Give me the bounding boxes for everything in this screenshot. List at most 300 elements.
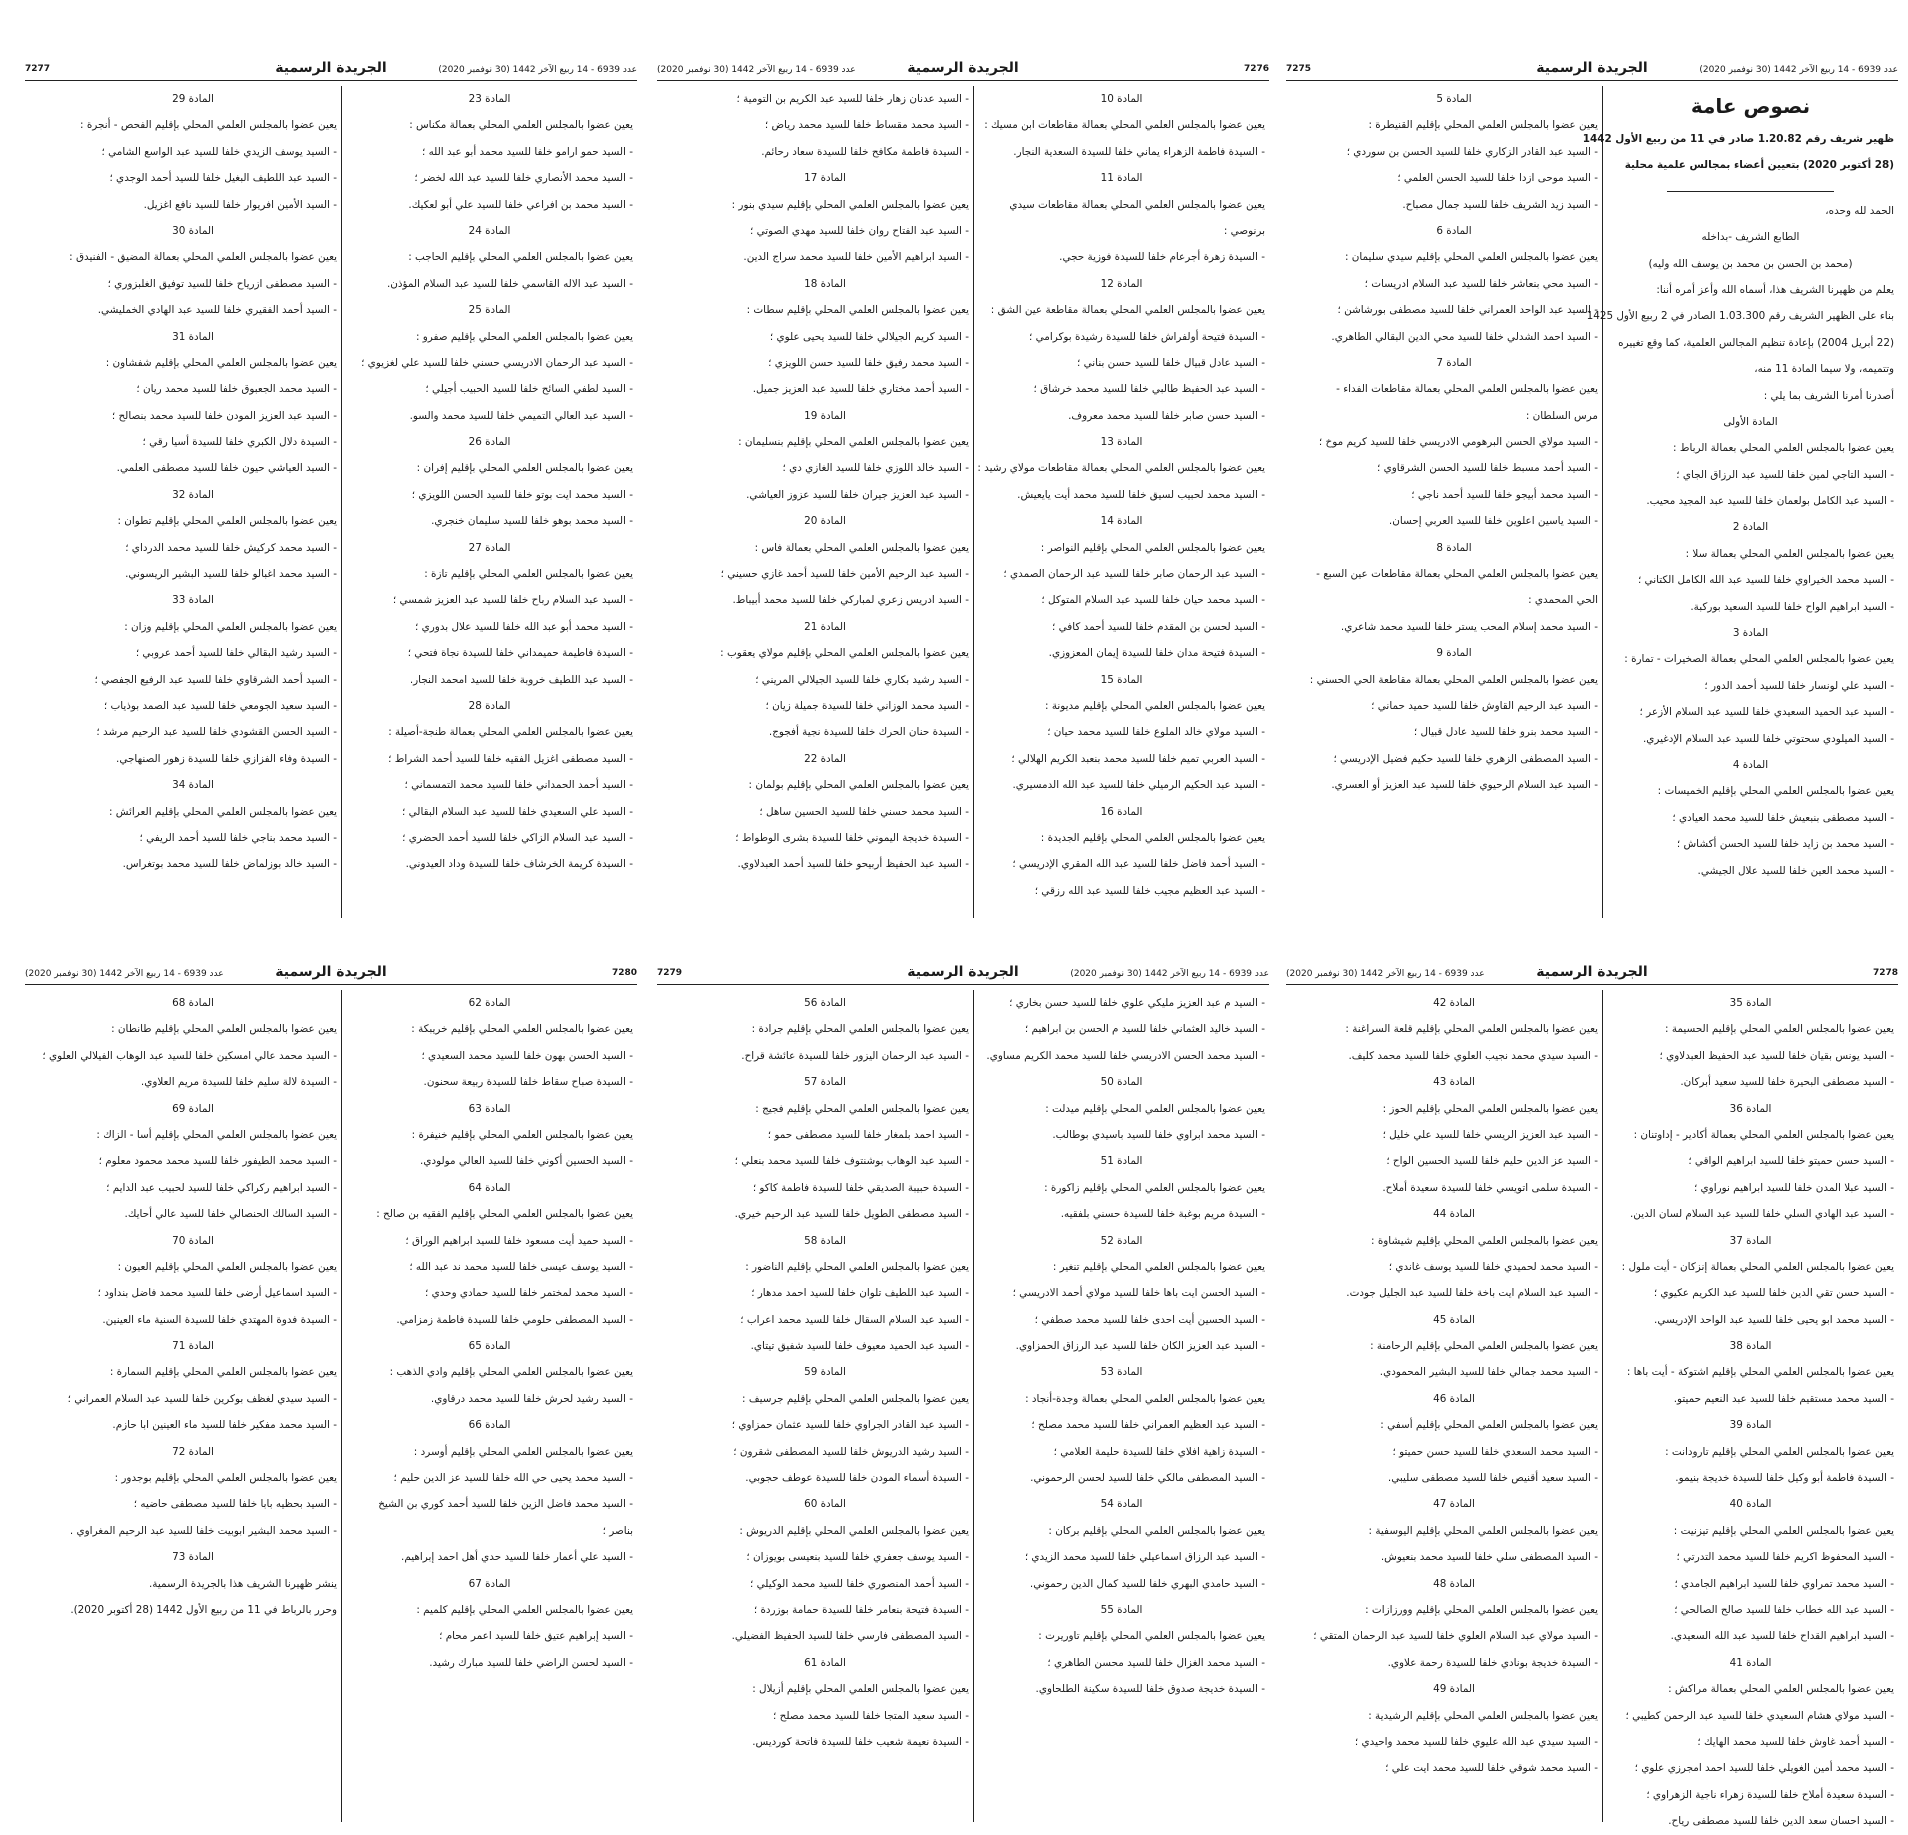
text-line: - السيد أحمد فاضل خلفا للسيد عبد الله المقري الإدريسي ؛	[1012, 858, 1265, 871]
page-columns	[25, 86, 637, 918]
text-line: - السيدة زاهية افلاي خلفا للسيدة حليمة العلامي ؛	[1053, 1445, 1265, 1458]
article-heading: المادة 16	[1100, 805, 1143, 818]
text-line: - السيد يوسف الزيدي خلفا للسيد عبد الواسع الشامي ؛	[101, 145, 337, 158]
article-heading: المادة 26	[468, 436, 511, 449]
text-line: - السيد محمد الخيراوي خلفا للسيد عبد الله الكامل الكتاني ؛	[1637, 574, 1894, 587]
article-heading: المادة 71	[172, 1340, 214, 1353]
text-line: - السيدة مريم بوغبة خلفا للسيدة حسني بلفقيه.	[1060, 1208, 1265, 1221]
article-heading: المادة 7	[1436, 356, 1472, 369]
article-heading: المادة 17	[804, 172, 846, 185]
text-line: يعين عضوا بالمجلس العلمي المحلي بإقليم أسفي :	[1380, 1419, 1598, 1432]
article-heading: المادة 58	[804, 1234, 846, 1247]
text-line: يعين عضوا بالمجلس العلمي المحلي بإقليم الحوز :	[1382, 1102, 1598, 1115]
text-line: يعين عضوا بالمجلس العلمي المحلي بعمالة الرباط :	[1673, 442, 1894, 455]
text-line: - السيدة فدوة المهتدي خلفا للسيدة السنية ماء العينين.	[102, 1313, 337, 1326]
page-header	[657, 58, 1269, 81]
page-number: 7276	[1243, 64, 1269, 74]
article-heading: المادة 29	[172, 93, 214, 105]
article-heading: المادة 41	[1729, 1656, 1772, 1669]
text-line: يعين عضوا بالمجلس العلمي المحلي بإقليم شفشاون :	[105, 356, 337, 369]
text-line: يعين عضوا بالمجلس العلمي المحلي بعمالة مراكش :	[1668, 1683, 1894, 1696]
text-line: يعين عضوا بالمجلس العلمي المحلي بعمالة أكادير - إداوتنان :	[1633, 1128, 1894, 1141]
text-line: - السيد علي السعيدي خلفا للسيد عبد السلام البقالي ؛	[402, 805, 633, 818]
text-line: - السيد أحمد المنصوري خلفا للسيد محمد الوكيلي ؛	[750, 1577, 969, 1590]
text-line: يعين عضوا بالمجلس العلمي المحلي بعمالة سلا :	[1685, 547, 1894, 560]
text-line: يعين عضوا بالمجلس العلمي المحلي بعمالة مقاطعة عين الشق :	[990, 304, 1265, 317]
page-number: 7279	[657, 968, 683, 978]
text-line: - السيد السالك الحنصالي خلفا للسيد عالي أحايك.	[124, 1208, 337, 1221]
text-line: - السيد احسان سعد الدين خلفا للسيد مصطفى رياح.	[1668, 1815, 1894, 1828]
text-line: - السيد عبد الرحيم القاوش خلفا للسيد حميد حماني ؛	[1371, 699, 1598, 712]
text-line: - السيد موحى ازدا خلفا للسيد الحسن العلمي ؛	[1397, 172, 1598, 185]
text-line: يعين عضوا بالمجلس العلمي المحلي بإقليم بولمان :	[748, 779, 969, 792]
divider	[1667, 179, 1834, 192]
article-heading: المادة 56	[804, 997, 846, 1009]
article-heading: المادة 70	[172, 1234, 214, 1247]
text-line: - السيد عبد الكامل بولعمان خلفا للسيد عبد المجيد محيب.	[1646, 495, 1894, 508]
text-line: يعين عضوا بالمجلس العلمي المحلي بإقليم بوجدور :	[114, 1472, 337, 1485]
column-left	[1306, 990, 1602, 1822]
text-line: - السيد محمد حيان خلفا للسيد عبد السلام المتوكل ؛	[1041, 594, 1265, 607]
text-line: - السيدة دلال الكبري خلفا للسيدة أسيا رقي ؛	[142, 436, 337, 449]
text-line: يعين عضوا بالمجلس العلمي المحلي بإقليم وادي الذهب :	[389, 1366, 633, 1379]
text-line: مرس السلطان :	[1525, 409, 1598, 422]
text-line: - السيد مصطفى البحيرة خلفا للسيد سعيد أبركان.	[1680, 1076, 1894, 1089]
text-line: - السيد محمد بن افراعي خلفا للسيد علي أبو لعكيك.	[408, 198, 633, 211]
text-line: يعين عضوا بالمجلس العلمي المحلي بإقليم السمارة :	[109, 1366, 337, 1379]
gazette-page-7278	[1286, 962, 1898, 1828]
text-line: - السيد التاجي لمين خلفا للسيد عبد الرزاق الجاي ؛	[1676, 468, 1894, 481]
text-line: يعين عضوا بالمجلس العلمي المحلي بإقليم الرحامنة :	[1370, 1340, 1598, 1353]
article-heading: المادة 11	[1100, 172, 1143, 185]
text-line: - السيد الحسين أيت احدى خلفا للسيد محمد صطفي ؛	[1034, 1313, 1265, 1326]
article-heading: المادة 2	[1732, 521, 1769, 534]
text-line: - السيد محمد الوزاني خلفا للسيدة جميلة زيان ؛	[765, 699, 969, 712]
text-line: - السيد محمد حسني خلفا للسيد الحسين ساهل ؛	[759, 805, 969, 818]
text-line: - السيد عبد اللطيف تلوان خلفا للسيد احمد مدهار ؛	[751, 1287, 969, 1300]
gazette-page-7280	[25, 962, 637, 1822]
article-heading: المادة 30	[172, 224, 214, 237]
page-number: 7275	[1286, 64, 1312, 74]
text-line: - السيدة خديجة بونادي خلفا للسيدة رحمة علاوي.	[1387, 1656, 1598, 1669]
text-line: - السيدة وفاء الفزازي خلفا للسيدة زهور الصنهاجي.	[116, 752, 337, 765]
text-line: - السيد عبد الاله القاسمي خلفا للسيد عبد السلام المؤذن.	[386, 277, 633, 290]
column-right	[1582, 86, 1898, 918]
text-line: يعين عضوا بالمجلس العلمي المحلي بإقليم أسا - الزاك :	[96, 1128, 337, 1141]
text-line: - السيد مولاي عبد السلام العلوي خلفا للسيد عبد الرحمان المتقي ؛	[1313, 1630, 1598, 1643]
text-line: يعين عضوا بالمجلس العلمي المحلي بإقليم الناضور :	[745, 1260, 969, 1273]
text-line: - السيد سعيد أقنيص خلفا للسيد مصطفى سليبي.	[1387, 1472, 1598, 1485]
article-heading: المادة 54	[1100, 1498, 1143, 1511]
text-line: - السيد حامدي البهري خلفا للسيد كمال الدين رحموني.	[1029, 1577, 1265, 1590]
page-number: 7277	[25, 64, 51, 74]
text-line: - السيد أحمد مختاري خلفا للسيد عبد العزيز جميل.	[752, 383, 969, 396]
text-line: - السيد رشيد البقالي خلفا للسيد أحمد عروبي ؛	[135, 647, 337, 660]
article-heading: المادة 19	[804, 409, 846, 422]
text-line: - السيد محمد مقساط خلفا للسيد محمد رياض ؛	[764, 119, 969, 132]
text-line: - السيد عبد العظيم مجيب خلفا للسيد عبد الله رزقي ؛	[1034, 884, 1265, 897]
text-line: - السيد مصطفى اغزيل الفقيه خلفا للسيد أحمد الشراط ؛	[388, 752, 633, 765]
article-heading: المادة 28	[468, 699, 511, 712]
article-heading: المادة 72	[172, 1445, 214, 1458]
text-line: - السيد محمد لمختمر خلفا للسيد حمادي وحدي ؛	[424, 1287, 633, 1300]
text-line: - السيد عبد الرزاق اسماعيلي خلفا للسيد محمد الزيدي ؛	[1024, 1551, 1265, 1564]
text-line: يعين عضوا بالمجلس العلمي المحلي بإقليم شيشاوة :	[1371, 1234, 1598, 1247]
text-line: - السيد يوسف جعفري خلفا للسيد بنعيسى بويوزان ؛	[746, 1551, 969, 1564]
text-line: - السيد المصطفى الزهري خلفا للسيد حكيم فضيل الإدريسي ؛	[1333, 752, 1598, 765]
text-line: - السيد سيدي عبد الله عليوي خلفا للسيد محمد واحيدي ؛	[1354, 1735, 1598, 1748]
text-line: برنوصي :	[1223, 224, 1265, 237]
journal-title: الجريدة الرسمية	[1536, 60, 1648, 76]
text-line: يعين عضوا بالمجلس العلمي المحلي بإقليم تيزنيت :	[1673, 1524, 1894, 1537]
text-line: - السيد حسن صابر خلفا للسيد محمد معروف.	[1068, 409, 1265, 422]
text-line: - السيدة حبيبة الصديقي خلفا للسيدة فاطمة كاكو ؛	[752, 1181, 969, 1194]
article-heading: المادة 37	[1729, 1234, 1772, 1247]
text-line: - السيد عبلا المدن خلفا للسيد ابراهيم نوراوي ؛	[1693, 1181, 1894, 1194]
text-line: - السيد محمد الحسن الادريسي خلفا للسيد محمد الكريم مساوي.	[986, 1049, 1265, 1062]
text-line: يعين عضوا بالمجلس العلمي المحلي بإقليم بنسليمان :	[738, 436, 969, 449]
text-line: - السيد محمد رفيق خلفا للسيد حسن اللويزي ؛	[768, 356, 969, 369]
article-heading: المادة 66	[468, 1419, 511, 1432]
page-columns	[1286, 86, 1898, 918]
text-line: يعين عضوا بالمجلس العلمي المحلي بإقليم العيون :	[117, 1260, 337, 1273]
text-line: - السيد مولاي هشام السعيدي خلفا للسيد عبد الرحمن كطيبي ؛	[1625, 1709, 1894, 1722]
text-line: - السيد عبد الله خطاب خلفا للسيد صالح الصالحي ؛	[1674, 1603, 1894, 1616]
column-left	[1306, 86, 1602, 918]
article-heading: المادة 63	[468, 1102, 511, 1115]
text-line: - السيد محمد ابراوي خلفا للسيد باسيدي بوطالب.	[1052, 1128, 1265, 1141]
text-line: - السيد يوسف عيسى خلفا للسيد محمد ند عبد الله ؛	[409, 1260, 633, 1273]
text-line: - السيد عبد العزيز الكان خلفا للسيد عبد الرزاق الحمزاوي.	[1015, 1340, 1265, 1353]
text-line: - السيد محمد بنرو خلفا للسيد عادل قبيال ؛	[1413, 726, 1598, 739]
page-columns	[25, 990, 637, 1822]
text-line: - السيد أحمد الفقيري خلفا للسيد عبد الهادي الخمليشي.	[97, 304, 337, 317]
page-number: 7280	[611, 968, 637, 978]
text-line: يعلم من ظهيرنا الشريف هذا، أسماه الله وأعز أمره أننا:	[1656, 283, 1894, 296]
text-line: أصدرنا أمرنا الشريف بما يلي :	[1763, 389, 1894, 402]
text-line: - السيد عبد العزيز جيران خلفا للسيد عزوز العياشي.	[746, 488, 969, 501]
text-line: - السيد محمد الأنصاري خلفا للسيد عبد الله لخضر ؛	[414, 172, 633, 185]
text-line: - السيد أحمد الحمداني خلفا للسيد محمد التمسماني ؛	[404, 779, 633, 792]
text-line: يعين عضوا بالمجلس العلمي المحلي بعمالة مقاطعة الحي الحسني :	[1309, 673, 1598, 686]
article-heading: المادة الأولى	[1723, 415, 1778, 428]
text-line: - السيد مولاي خالد الملوع خلفا للسيد محمد حيان ؛	[1047, 726, 1265, 739]
column-left	[42, 990, 341, 1822]
text-line: - السيد عبد اللطيف البغيل خلفا للسيد أحمد الوجدي ؛	[109, 172, 337, 185]
text-line: - السيد العياشي حيون خلفا للسيد مصطفى العلمي.	[116, 462, 337, 475]
article-heading: المادة 5	[1436, 93, 1472, 105]
article-heading: المادة 67	[468, 1577, 511, 1590]
page-header	[657, 962, 1269, 985]
article-heading: المادة 23	[468, 93, 511, 105]
text-line: بناء على الظهير الشريف رقم 1.03.300 الصادر في 2 ربيع الأول 1425	[1586, 310, 1894, 323]
article-heading: المادة 47	[1433, 1498, 1475, 1511]
text-line: - السيد محمد إسلام المحب يستر خلفا للسيد محمد شاعري.	[1340, 620, 1598, 633]
page-header	[1286, 962, 1898, 985]
text-line: - السيد عدنان زهار خلفا للسيد عبد الكريم بن التومية ؛	[736, 93, 969, 105]
text-line: - السيد عبد الرحمان اليزور خلفا للسيدة عائشة قراح.	[741, 1049, 969, 1062]
text-line: يعين عضوا بالمجلس العلمي المحلي بإقليم النواصر :	[1040, 541, 1265, 554]
issue-line: عدد 6939 - 14 ربيع الآخر 1442 (30 نوفمبر 2020)	[1699, 65, 1898, 75]
text-line: - السيد حسن حميتو خلفا للسيد ابراهيم الواقي ؛	[1688, 1155, 1894, 1168]
issue-line: عدد 6939 - 14 ربيع الآخر 1442 (30 نوفمبر 2020)	[1070, 969, 1269, 979]
text-line: - السيد حميد أيت مسعود خلفا للسيد ابراهيم الوراق ؛	[405, 1234, 633, 1247]
article-heading: المادة 73	[172, 1551, 214, 1564]
text-line: - السيد احمد بلمغار خلفا للسيد مصطفى حمو ؛	[767, 1128, 969, 1141]
text-line: - السيدة فاطمة أبو وكيل خلفا للسيدة خديجة بنيمو.	[1675, 1472, 1894, 1485]
article-heading: المادة 33	[172, 594, 214, 607]
decree-title-line: (28 أكتوبر 2020) بتعيين أعضاء بمجالس علمية محلية	[1624, 159, 1894, 172]
text-line: يعين عضوا بالمجلس العلمي المحلي بعمالة مقاطعات ابن مسيك :	[984, 119, 1265, 132]
text-line: - السيد عبد القادر الجراوي خلفا للسيد عثمان حمزاوي ؛	[731, 1419, 969, 1432]
text-line: - السيد محمد العين خلفا للسيد علال الجيشي.	[1697, 864, 1894, 877]
text-line: - السيدة سلمى اتويسي خلفا للسيدة سعيدة أملاح.	[1382, 1181, 1598, 1194]
issue-line: عدد 6939 - 14 ربيع الآخر 1442 (30 نوفمبر 2020)	[438, 65, 637, 75]
text-line: يعين عضوا بالمجلس العلمي المحلي بإقليم أزيلال :	[752, 1683, 969, 1696]
text-line: يعين عضوا بالمجلس العلمي المحلي بعمالة الصخيرات - تمارة :	[1624, 653, 1894, 666]
text-line: يعين عضوا بالمجلس العلمي المحلي بعمالة مقاطعات مولاي رشيد :	[977, 462, 1265, 475]
text-line: - السيد عبد الحميد السعيدي خلفا للسيد عبد السلام الأزعر ؛	[1639, 706, 1894, 719]
text-line: - السيدة أسماء المودن خلفا للسيدة عوطف حجوبي.	[745, 1472, 969, 1485]
text-line: - السيد لطفي السائح خلفا للسيد الحبيب أجيلي ؛	[425, 383, 633, 396]
article-heading: المادة 3	[1732, 627, 1769, 640]
article-heading: المادة 8	[1436, 541, 1472, 554]
text-line: يعين عضوا بالمجلس العلمي المحلي بإقليم سيدي بنور :	[731, 198, 969, 211]
text-line: - السيد عبد الهادي السلي خلفا للسيد عبد السلام لسان الدين.	[1629, 1208, 1894, 1221]
article-heading: المادة 24	[468, 224, 511, 237]
text-line: - السيدة صباح سقاط خلفا للسيدة ربيعة سحنون.	[423, 1076, 633, 1089]
article-heading: المادة 9	[1436, 647, 1472, 660]
text-line: - السيدة فتيحة مدان خلفا للسيدة إيمان المعزوزي.	[1048, 647, 1265, 660]
article-heading: المادة 59	[804, 1366, 846, 1379]
text-line: - السيد حمو ارامو خلفا للسيد محمد أبو عبد الله ؛	[422, 145, 633, 158]
article-heading: المادة 18	[804, 277, 846, 290]
text-line: الحمد لله وحده،	[1825, 204, 1894, 217]
text-line: يعين عضوا بالمجلس العلمي المحلي بإقليم أوسرد :	[413, 1445, 633, 1458]
article-heading: المادة 10	[1100, 93, 1143, 105]
page-header	[1286, 58, 1898, 81]
text-line: - السيد سعيد الجومعي خلفا للسيد عبد الصمد بوذياب ؛	[103, 699, 337, 712]
text-line: يعين عضوا بالمجلس العلمي المحلي بإقليم تارودانت :	[1665, 1445, 1894, 1458]
text-line: يعين عضوا بالمجلس العلمي المحلي بإقليم بركان :	[1048, 1524, 1265, 1537]
text-line: - السيد محي بنعاشر خلفا للسيد عبد السلام ادريسات ؛	[1364, 277, 1598, 290]
text-line: - السيد عبد اللطيف خروبة خلفا للسيد امحمد النجار.	[409, 673, 633, 686]
text-line: - السيدة كريمة الخرشاف خلفا للسيدة وداد العيدوني.	[405, 858, 633, 871]
text-line: - السيد مصطفى ازرياح خلفا للسيد توفيق الغلبزوري ؛	[107, 277, 337, 290]
text-line: يعين عضوا بالمجلس العلمي المحلي بإقليم العرائش :	[108, 805, 337, 818]
text-line: - السيد سعيد المتجا خلفا للسيد محمد مصلح ؛	[773, 1709, 969, 1722]
article-heading: المادة 53	[1100, 1366, 1143, 1379]
text-line: - السيد ابراهيم ركراكي خلفا للسيد لحبيب عبد الدايم ؛	[106, 1181, 337, 1194]
text-line: يعين عضوا بالمجلس العلمي المحلي بإقليم إفران :	[416, 462, 633, 475]
text-line: يعين عضوا بالمجلس العلمي المحلي بعمالة مكناس :	[409, 119, 633, 132]
text-line: - السيد عبد الحكيم الرميلي خلفا للسيد عبد الله الدمسيري.	[1012, 779, 1265, 792]
text-line: - السيد عبد العزيز الريسي خلفا للسيد علي خليل ؛	[1382, 1128, 1598, 1141]
text-line: - السيد لحسن الراضي خلفا للسيد مبارك رشيد.	[429, 1656, 633, 1669]
text-line: - السيد عبد السلام ايت باخة خلفا للسيد عبد الجليل جودت.	[1346, 1287, 1598, 1300]
text-line: يعين عضوا بالمجلس العلمي المحلي بإقليم كلميم :	[416, 1603, 633, 1616]
article-heading: المادة 43	[1433, 1076, 1475, 1089]
text-line: - السيد محمد بن زايد خلفا للسيد الحسن أكشاش ؛	[1676, 838, 1894, 851]
article-heading: المادة 25	[468, 304, 511, 317]
column-right	[341, 990, 637, 1822]
text-line: - السيد رشيد الدريوش خلفا للسيد المصطفى شقرون ؛	[733, 1445, 969, 1458]
text-line: يعين عضوا بالمجلس العلمي المحلي بإقليم مولاي يعقوب :	[720, 647, 969, 660]
text-line: - السيد محمد السعدي خلفا للسيد حسن حميتو ؛	[1392, 1445, 1598, 1458]
text-line: - السيد محمد جمالي خلفا للسيد البشير المحمودي.	[1379, 1366, 1598, 1379]
text-line: - السيد عبد الرحمان الادريسي حسني خلفا للسيد علي لغزيوي ؛	[361, 356, 633, 369]
article-heading: المادة 68	[172, 997, 214, 1009]
text-line: - السيدة فاطمة مكافح خلفا للسيدة سعاد رحائم.	[761, 145, 969, 158]
text-line: ينشر ظهيرنا الشريف هذا بالجريدة الرسمية.	[148, 1577, 337, 1590]
article-heading: المادة 51	[1100, 1155, 1143, 1168]
text-line: - السيدة سعيدة أملاح خلفا للسيدة زهراء ناجية الزهراوي ؛	[1646, 1788, 1894, 1801]
issue-line: عدد 6939 - 14 ربيع الآخر 1442 (30 نوفمبر 2020)	[657, 65, 856, 75]
text-line: - السيد محمد تمراوي خلفا للسيد ابراهيم الجامدي ؛	[1674, 1577, 1894, 1590]
text-line: - السيد خالد اللوزي خلفا للسيد الغازي دي ؛	[782, 462, 969, 475]
text-line: - السيد ابراهيم الواح خلفا للسيد السعيد بوركبة.	[1690, 600, 1894, 613]
text-line: - السيد ادريس زعري لمباركي خلفا للسيد محمد أبيباط.	[732, 594, 969, 607]
article-heading: المادة 61	[804, 1656, 846, 1669]
text-line: يعين عضوا بالمجلس العلمي المحلي بعمالة إنزكان - أيت ملول :	[1621, 1260, 1894, 1273]
text-line: - السيدة لالة سليم خلفا للسيدة مريم العلاوي.	[140, 1076, 337, 1089]
text-line: يعين عضوا بالمجلس العلمي المحلي بإقليم اشتوكة - أيت باها :	[1626, 1366, 1894, 1379]
journal-title: الجريدة الرسمية	[907, 60, 1019, 76]
text-line: يعين عضوا بالمجلس العلمي المحلي بإقليم اليوسفية :	[1368, 1524, 1598, 1537]
article-heading: المادة 27	[468, 541, 511, 554]
text-line: - السيد مصطفى الطويل خلفا للسيد عبد الرحيم خيري.	[734, 1208, 969, 1221]
text-line: يعين عضوا بالمجلس العلمي المحلي بإقليم القنيطرة :	[1368, 119, 1598, 132]
text-line: - السيد محمد أبو عبد الله خلفا للسيد علال بدوري ؛	[415, 620, 633, 633]
text-line: - السيدة فاطيمة حميمداني خلفا للسيدة نجاة فتحي ؛	[407, 647, 633, 660]
text-line: - السيد أحمد الشرقاوي خلفا للسيد عبد الرفيع الجفصي ؛	[94, 673, 337, 686]
text-line: - السيد الأمين افريوار خلفا للسيد نافع اغزيل.	[143, 198, 337, 211]
page-header	[25, 58, 637, 81]
article-heading: المادة 15	[1100, 673, 1143, 686]
text-line: يعين عضوا بالمجلس العلمي المحلي بإقليم الدريوش :	[739, 1524, 969, 1537]
text-line: - السيد محمد لحميدي خلفا للسيد يوسف غاندي ؛	[1388, 1260, 1598, 1273]
column-right	[1602, 990, 1898, 1828]
text-line: يعين عضوا بالمجلس العلمي المحلي بإقليم الرشيدية :	[1368, 1709, 1598, 1722]
text-line: - السيد علي أعمار خلفا للسيد حدي أهل احمد إبراهيم.	[401, 1551, 633, 1564]
text-line: - السيد سيدي محمد نجيب العلوي خلفا للسيد محمد كليف.	[1348, 1049, 1598, 1062]
article-heading: الطابع الشريف -بداخله	[1701, 231, 1800, 244]
text-line: - السيد مولاي الحسن البرهومي الادريسي خلفا للسيد كريم موخ ؛	[1318, 436, 1598, 449]
article-heading: المادة 14	[1100, 515, 1143, 528]
text-line: - السيد عبد القادر الزكاري خلفا للسيد الحسن بن سوردي ؛	[1346, 145, 1598, 158]
text-line: - السيد محمد بوهو خلفا للسيد سليمان خنجري.	[431, 515, 633, 528]
article-heading: المادة 13	[1100, 436, 1143, 449]
article-heading: المادة 49	[1433, 1683, 1475, 1696]
text-line: يعين عضوا بالمجلس العلمي المحلي بإقليم زاكورة :	[1044, 1181, 1265, 1194]
text-line: يعين عضوا بالمجلس العلمي المحلي بإقليم تطوان :	[117, 515, 337, 528]
gazette-page-7275	[1286, 58, 1898, 918]
text-line: - السيد مصطفى بنبعيش خلفا للسيد محمد العيادي ؛	[1672, 811, 1894, 824]
page-columns	[1286, 990, 1898, 1828]
text-line: - السيد عبد السلام الرحيوي خلفا للسيد عبد العزيز أو العسري.	[1331, 779, 1598, 792]
column-left	[677, 86, 973, 918]
text-line: يعين عضوا بالمجلس العلمي المحلي بعمالة طنجة-أصيلة :	[388, 726, 633, 739]
text-line: - السيد المصطفى سلي خلفا للسيد محمد بنعيوش.	[1380, 1551, 1598, 1564]
text-line: يعين عضوا بالمجلس العلمي المحلي بإقليم تاوريرت :	[1038, 1630, 1265, 1643]
text-line: - السيد محمد يحيى حي الله خلفا للسيد عز الدين حليم ؛	[393, 1472, 633, 1485]
column-right	[973, 990, 1269, 1822]
text-line: - السيد المحفوظ اكريم خلفا للسيد محمد التدرتي ؛	[1676, 1551, 1894, 1564]
article-heading: المادة 45	[1433, 1313, 1475, 1326]
article-heading: المادة 55	[1100, 1603, 1143, 1616]
page-number: 7278	[1872, 968, 1898, 978]
text-line: - السيد عز الدين حليم خلفا للسيد الحسين الواح ؛	[1386, 1155, 1598, 1168]
text-line: يعين عضوا بالمجلس العلمي المحلي بإقليم وورزازات :	[1365, 1603, 1598, 1616]
text-line: وتتميمه، ولا سيما المادة 11 منه،	[1754, 363, 1894, 376]
text-line: يعين عضوا بالمجلس العلمي المحلي بعمالة مقاطعات سيدي	[1009, 198, 1265, 211]
text-line: يعين عضوا بالمجلس العلمي المحلي بإقليم ميدلت :	[1045, 1102, 1265, 1115]
page-columns	[657, 86, 1269, 918]
text-line: - السيد المصطفى فارسي خلفا للسيد الحفيظ الفضيلي.	[731, 1630, 969, 1643]
article-heading: المادة 42	[1433, 997, 1475, 1009]
text-line: يعين عضوا بالمجلس العلمي المحلي بإقليم قلعة السراغنة :	[1345, 1023, 1598, 1036]
text-line: - السيد عادل قبيال خلفا للسيد حسن بناني ؛	[1077, 356, 1265, 369]
text-line: - السيد عبد العزيز المودن خلفا للسيد محمد بنصالح ؛	[111, 409, 337, 422]
article-heading: المادة 65	[468, 1340, 511, 1353]
article-heading: المادة 46	[1433, 1392, 1475, 1405]
text-line: - السيد عبد الحفيظ طالبي خلفا للسيد محمد خرشاق ؛	[1033, 383, 1265, 396]
text-line: - السيد محمد مفكير خلفا للسيد ماء العينين ابا حازم.	[112, 1419, 337, 1432]
issue-line: عدد 6939 - 14 ربيع الآخر 1442 (30 نوفمبر 2020)	[25, 969, 224, 979]
text-line: - السيد العربي تميم خلفا للسيد محمد بنعبد الكريم الهلالي ؛	[1011, 752, 1265, 765]
text-line: - السيد محمد عالي امسكين خلفا للسيد عبد الوهاب الفيلالي العلوي ؛	[42, 1049, 337, 1062]
article-heading: المادة 32	[172, 488, 214, 501]
text-line: - السيد محمد كركيش خلفا للسيد محمد الدرداي ؛	[125, 541, 337, 554]
article-heading: المادة 57	[804, 1076, 846, 1089]
text-line: يعين عضوا بالمجلس العلمي المحلي بإقليم الحاجب :	[408, 251, 633, 264]
article-heading: المادة 38	[1729, 1340, 1772, 1353]
text-line: - السيد الحسن بهون خلفا للسيد محمد السعيدي ؛	[421, 1049, 633, 1062]
text-line: - السيد م عبد العزيز مليكي علوي خلفا للسيد حسن بخاري ؛	[1009, 997, 1265, 1009]
article-heading: المادة 21	[804, 620, 846, 633]
text-line: - السيد محمد فاضل الزين خلفا للسيد أحمد كوري بن الشيخ	[378, 1498, 633, 1511]
text-line: - السيد أحمد غاوش خلفا للسيد محمد الهايك ؛	[1697, 1735, 1894, 1748]
gazette-page-7279	[657, 962, 1269, 1822]
article-heading: المادة 50	[1100, 1076, 1143, 1089]
text-line: - السيد الحسين أكوني خلفا للسيد العالي مولودي.	[420, 1155, 633, 1168]
text-line: - السيد محمد أمين الغويلي خلفا للسيد احمد امجرزي علوي ؛	[1634, 1762, 1894, 1775]
article-heading: المادة 4	[1732, 758, 1769, 771]
article-heading: المادة 48	[1433, 1577, 1475, 1590]
text-line: - السيد زيد الشريف خلفا للسيد جمال مصباح.	[1402, 198, 1598, 211]
text-line: - السيد محمد الطيفور خلفا للسيد محمد محمود معلوم ؛	[98, 1155, 337, 1168]
text-line: - السيد محمد بناجي خلفا للسيد أحمد الريفي ؛	[139, 831, 337, 844]
text-line: - السيد عبد السلام رباح خلفا للسيد عبد العزيز شمسي ؛	[392, 594, 633, 607]
article-heading: المادة 31	[172, 330, 214, 343]
gazette-page-7277	[25, 58, 637, 918]
text-line: - السيد محمد أبيجو خلفا للسيد أحمد ناجي ؛	[1411, 488, 1598, 501]
text-line: - السيد محمد ابو يحيى خلفا للسيد عبد الواحد الإدريسي.	[1654, 1313, 1894, 1326]
text-line: - السيد محمد شوقي خلفا للسيد محمد ايت علي ؛	[1385, 1762, 1598, 1775]
text-line: - السيد عبد السلام الزاكي خلفا للسيد أحمد الحضري ؛	[402, 831, 633, 844]
text-line: - السيد عبد الحفيظ أربيحو خلفا للسيد أحمد العبدلاوي.	[737, 858, 969, 871]
text-line: يعين عضوا بالمجلس العلمي المحلي بإقليم خريبكة :	[411, 1023, 633, 1036]
text-line: - السيد عبد العالي التميمي خلفا للسيد محمد والسو.	[409, 409, 633, 422]
text-line: يعين عضوا بالمجلس العلمي المحلي بإقليم طانطان :	[111, 1023, 337, 1036]
text-line: - السيد لحسن بن المقدم خلفا للسيد أحمد كافي ؛	[1051, 620, 1265, 633]
text-line: - السيد اسماعيل أرضى خلفا للسيد محمد فاضل بنداود ؛	[97, 1287, 337, 1300]
text-line: - السيدة فاطمة الزهراء يماني خلفا للسيدة السعدية النجار.	[1013, 145, 1265, 158]
text-line: - السيد عبد الواحد العمراني خلفا للسيد مصطفى بورشاشن ؛	[1337, 304, 1598, 317]
article-heading: (محمد بن الحسن بن محمد بن يوسف الله وليه)	[1648, 257, 1853, 270]
text-line: - السيد عبد الرحمان صابر خلفا للسيد عبد الرحمان الصمدي ؛	[1003, 568, 1265, 581]
text-line: يعين عضوا بالمجلس العلمي المحلي بعمالة وجدة-أنجاد :	[1025, 1392, 1265, 1405]
